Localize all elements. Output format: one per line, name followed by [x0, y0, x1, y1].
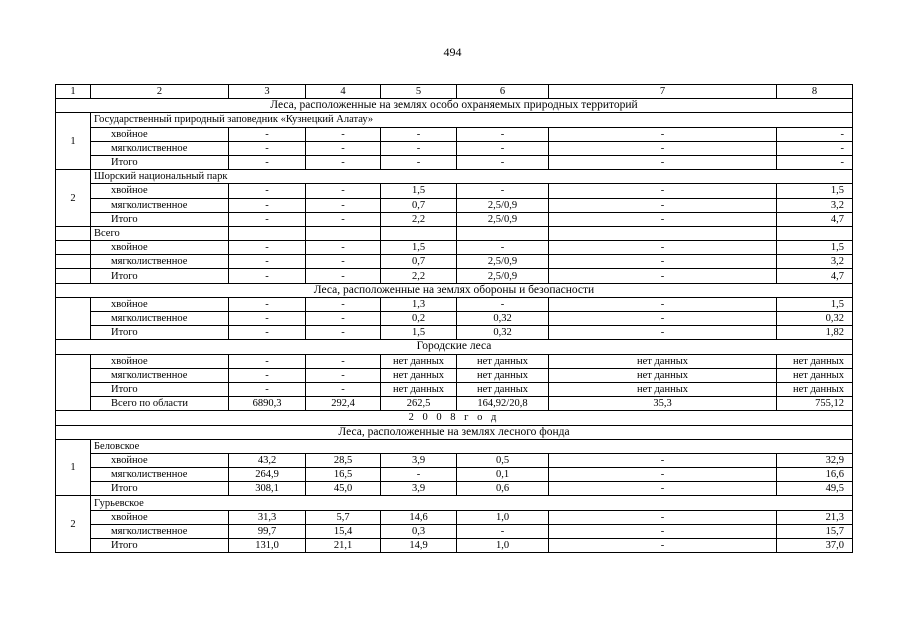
table-row [56, 212, 853, 226]
table-row [56, 524, 853, 538]
group-row [56, 439, 853, 453]
value-cell: 16,5 [306, 468, 381, 482]
section-heading: Городские леса [56, 340, 853, 354]
value-cell: нет данных [777, 382, 853, 396]
value-cell: - [306, 312, 381, 326]
value-cell: нет данных [549, 354, 777, 368]
value-cell: - [549, 468, 777, 482]
row-label: мягколиственное [91, 468, 229, 482]
value-cell: - [549, 184, 777, 198]
row-label: Итого [91, 155, 229, 169]
column-number-row [56, 85, 853, 99]
total-row [56, 226, 853, 240]
value-cell: 1,82 [777, 326, 853, 340]
table-row [56, 453, 853, 467]
value-cell: - [549, 453, 777, 467]
value-cell: 0,7 [381, 255, 457, 269]
row-label: Итого [91, 382, 229, 396]
value-cell: нет данных [777, 354, 853, 368]
value-cell: 0,7 [381, 198, 457, 212]
year-heading: 2 0 0 8 г о д [56, 411, 853, 425]
group-number: 1 [56, 113, 91, 170]
value-cell: 0,6 [457, 482, 549, 496]
value-cell: 0,3 [381, 524, 457, 538]
value-cell: 0,1 [457, 468, 549, 482]
value-cell: 21,3 [777, 510, 853, 524]
value-cell: 1,0 [457, 539, 549, 553]
empty-cell [381, 226, 457, 240]
table-row [56, 312, 853, 326]
table-row [56, 382, 853, 396]
section-row [56, 340, 853, 354]
value-cell: 2,5/0,9 [457, 212, 549, 226]
value-cell: - [229, 184, 306, 198]
column-number: 8 [777, 85, 853, 99]
row-label: хвойное [91, 297, 229, 311]
section-heading: Леса, расположенные на землях особо охраняемых природных территорий [56, 99, 853, 113]
section-row [56, 283, 853, 297]
value-cell: 1,5 [381, 184, 457, 198]
value-cell: 1,5 [381, 241, 457, 255]
value-cell: нет данных [457, 368, 549, 382]
table-row [56, 510, 853, 524]
value-cell: - [457, 524, 549, 538]
table-row [56, 241, 853, 255]
value-cell: нет данных [381, 354, 457, 368]
value-cell: нет данных [549, 382, 777, 396]
row-label: Всего по области [91, 397, 229, 411]
value-cell: 14,9 [381, 539, 457, 553]
value-cell: - [777, 141, 853, 155]
value-cell: 1,5 [777, 297, 853, 311]
group-name: Гурьевское [91, 496, 853, 510]
value-cell: 31,3 [229, 510, 306, 524]
row-label: Итого [91, 269, 229, 283]
row-label: хвойное [91, 241, 229, 255]
table-row [56, 368, 853, 382]
value-cell: - [306, 141, 381, 155]
value-cell: - [777, 155, 853, 169]
empty-cell [306, 226, 381, 240]
value-cell: 15,7 [777, 524, 853, 538]
column-number: 2 [91, 85, 229, 99]
group-row [56, 170, 853, 184]
value-cell: - [549, 539, 777, 553]
row-label: хвойное [91, 127, 229, 141]
value-cell: 43,2 [229, 453, 306, 467]
value-cell: 45,0 [306, 482, 381, 496]
value-cell: нет данных [381, 368, 457, 382]
value-cell: 1,5 [777, 241, 853, 255]
row-label: Итого [91, 212, 229, 226]
value-cell: - [306, 212, 381, 226]
value-cell: - [306, 382, 381, 396]
value-cell: 2,5/0,9 [457, 269, 549, 283]
value-cell: 1,3 [381, 297, 457, 311]
value-cell: - [306, 255, 381, 269]
value-cell: 264,9 [229, 468, 306, 482]
value-cell: 3,2 [777, 198, 853, 212]
value-cell: - [229, 368, 306, 382]
row-number-cell [56, 269, 91, 283]
column-number: 6 [457, 85, 549, 99]
row-label: Итого [91, 326, 229, 340]
total-name: Всего [91, 226, 229, 240]
column-number: 7 [549, 85, 777, 99]
value-cell: - [229, 269, 306, 283]
table-row [56, 326, 853, 340]
value-cell: 308,1 [229, 482, 306, 496]
table-row [56, 397, 853, 411]
row-number-cell [56, 255, 91, 269]
value-cell: - [457, 184, 549, 198]
value-cell: 3,9 [381, 482, 457, 496]
value-cell: - [549, 524, 777, 538]
row-label: мягколиственное [91, 312, 229, 326]
group-name: Беловское [91, 439, 853, 453]
value-cell: - [549, 241, 777, 255]
row-label: Итого [91, 539, 229, 553]
column-number: 3 [229, 85, 306, 99]
table-row [56, 198, 853, 212]
value-cell: - [229, 312, 306, 326]
value-cell: нет данных [457, 354, 549, 368]
value-cell: - [229, 198, 306, 212]
value-cell: - [306, 184, 381, 198]
value-cell: 0,2 [381, 312, 457, 326]
row-label: хвойное [91, 510, 229, 524]
value-cell: - [229, 382, 306, 396]
value-cell: 16,6 [777, 468, 853, 482]
value-cell: - [549, 312, 777, 326]
value-cell: - [457, 141, 549, 155]
value-cell: 4,7 [777, 212, 853, 226]
row-number-cell [56, 241, 91, 255]
row-label: хвойное [91, 354, 229, 368]
value-cell: - [549, 482, 777, 496]
value-cell: 0,32 [777, 312, 853, 326]
value-cell: - [457, 241, 549, 255]
value-cell: - [549, 198, 777, 212]
group-row [56, 113, 853, 127]
value-cell: - [549, 127, 777, 141]
section-row [56, 99, 853, 113]
value-cell: - [229, 297, 306, 311]
section-heading: Леса, расположенные на землях лесного фонда [56, 425, 853, 439]
value-cell: 0,5 [457, 453, 549, 467]
value-cell: - [306, 326, 381, 340]
empty-cell [457, 226, 549, 240]
row-label: мягколиственное [91, 198, 229, 212]
value-cell: 14,6 [381, 510, 457, 524]
value-cell: - [457, 297, 549, 311]
table-row [56, 539, 853, 553]
value-cell: - [229, 354, 306, 368]
value-cell: - [457, 127, 549, 141]
group-number: 2 [56, 496, 91, 553]
page-number: 494 [443, 45, 462, 59]
row-label: мягколиственное [91, 524, 229, 538]
value-cell: - [229, 155, 306, 169]
value-cell: - [306, 155, 381, 169]
row-number-cell [56, 354, 91, 411]
value-cell: 37,0 [777, 539, 853, 553]
value-cell: 99,7 [229, 524, 306, 538]
table-row [56, 354, 853, 368]
value-cell: 1,5 [777, 184, 853, 198]
column-number: 4 [306, 85, 381, 99]
value-cell: - [549, 510, 777, 524]
value-cell: - [306, 297, 381, 311]
empty-cell [777, 226, 853, 240]
value-cell: - [306, 127, 381, 141]
value-cell: - [306, 354, 381, 368]
value-cell: - [549, 297, 777, 311]
value-cell: - [381, 155, 457, 169]
value-cell: - [549, 155, 777, 169]
value-cell: 0,32 [457, 326, 549, 340]
value-cell: 32,9 [777, 453, 853, 467]
value-cell: 3,9 [381, 453, 457, 467]
value-cell: 4,7 [777, 269, 853, 283]
value-cell: 49,5 [777, 482, 853, 496]
group-number: 1 [56, 439, 91, 496]
value-cell: - [306, 368, 381, 382]
group-row [56, 496, 853, 510]
value-cell: - [549, 255, 777, 269]
value-cell: 2,2 [381, 212, 457, 226]
value-cell: - [229, 255, 306, 269]
value-cell: нет данных [457, 382, 549, 396]
row-number-cell [56, 226, 91, 240]
value-cell: - [306, 241, 381, 255]
value-cell: - [229, 212, 306, 226]
forest-data-table [55, 84, 853, 553]
table-row [56, 255, 853, 269]
value-cell: 35,3 [549, 397, 777, 411]
group-name: Государственный природный заповедник «Кузнецкий Алатау» [91, 113, 853, 127]
value-cell: нет данных [549, 368, 777, 382]
value-cell: нет данных [777, 368, 853, 382]
value-cell: 755,12 [777, 397, 853, 411]
value-cell: 0,32 [457, 312, 549, 326]
empty-cell [229, 226, 306, 240]
value-cell: - [381, 127, 457, 141]
value-cell: 164,92/20,8 [457, 397, 549, 411]
value-cell: - [381, 468, 457, 482]
table-row [56, 482, 853, 496]
table-row [56, 184, 853, 198]
value-cell: 28,5 [306, 453, 381, 467]
empty-cell [549, 226, 777, 240]
table-row [56, 297, 853, 311]
value-cell: - [777, 127, 853, 141]
value-cell: - [229, 241, 306, 255]
value-cell: 15,4 [306, 524, 381, 538]
value-cell: - [549, 141, 777, 155]
value-cell: 2,2 [381, 269, 457, 283]
value-cell: нет данных [381, 382, 457, 396]
table-row [56, 155, 853, 169]
table-row [56, 141, 853, 155]
value-cell: - [229, 141, 306, 155]
value-cell: - [549, 269, 777, 283]
value-cell: 131,0 [229, 539, 306, 553]
value-cell: - [381, 141, 457, 155]
table-row [56, 127, 853, 141]
value-cell: 3,2 [777, 255, 853, 269]
row-label: мягколиственное [91, 255, 229, 269]
value-cell: 6890,3 [229, 397, 306, 411]
value-cell: - [229, 326, 306, 340]
value-cell: 2,5/0,9 [457, 198, 549, 212]
row-label: хвойное [91, 184, 229, 198]
value-cell: 2,5/0,9 [457, 255, 549, 269]
value-cell: 5,7 [306, 510, 381, 524]
column-number: 1 [56, 85, 91, 99]
row-label: Итого [91, 482, 229, 496]
value-cell: - [457, 155, 549, 169]
table-row [56, 269, 853, 283]
row-label: мягколиственное [91, 141, 229, 155]
row-number-cell [56, 297, 91, 340]
value-cell: 292,4 [306, 397, 381, 411]
value-cell: - [306, 269, 381, 283]
column-number: 5 [381, 85, 457, 99]
table-row [56, 468, 853, 482]
section-heading: Леса, расположенные на землях обороны и безопасности [56, 283, 853, 297]
row-label: хвойное [91, 453, 229, 467]
year-row [56, 411, 853, 425]
group-number: 2 [56, 170, 91, 227]
value-cell: 262,5 [381, 397, 457, 411]
value-cell: 21,1 [306, 539, 381, 553]
value-cell: 1,5 [381, 326, 457, 340]
value-cell: - [549, 326, 777, 340]
value-cell: - [229, 127, 306, 141]
value-cell: - [306, 198, 381, 212]
row-label: мягколиственное [91, 368, 229, 382]
section-row [56, 425, 853, 439]
value-cell: - [549, 212, 777, 226]
group-name: Шорский национальный парк [91, 170, 853, 184]
value-cell: 1,0 [457, 510, 549, 524]
